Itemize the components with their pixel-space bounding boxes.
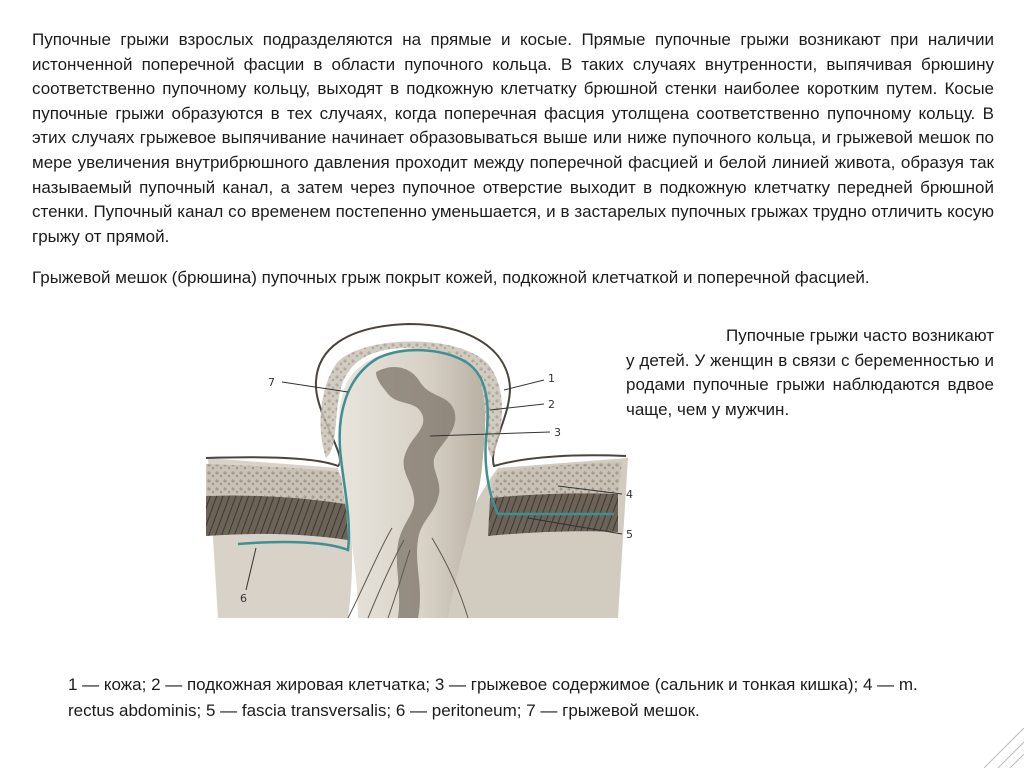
figure-caption: 1 — кожа; 2 — подкожная жировая клетчатка; 3 — грыжевое содержимое (сальник и тонкая кишка); 4 — m. rectus abdominis; 5 — fascia transversalis; 6 — peritoneum; 7 — грыжевой мешок.	[68, 675, 918, 720]
figure-label-5: 5	[626, 528, 633, 541]
figure-label-6: 6	[240, 592, 247, 605]
figure-label-7: 7	[268, 376, 275, 389]
hernia-illustration	[198, 318, 638, 638]
paragraph-hernia-sac: Грыжевой мешок (брюшина) пупочных грыж покрыт кожей, подкожной клетчаткой и поперечной фасцией.	[32, 268, 870, 287]
corner-decoration	[964, 728, 1024, 768]
rectus-abdominis-left	[206, 495, 348, 540]
figure-label-1: 1	[548, 372, 555, 385]
paragraph-umbilical-hernia-types: Пупочные грыжи взрослых подразделяются на прямые и косые. Прямые пупочные грыжи возникают при наличии истонченной поперечной фасции в области пупочного кольца. В таких случаях внутренности, выпячивая брюшину соответственно пупочному кольцу, выходят в подкожную клетчатку брюшной стенки наиболее коротким путем. Косые пупочные грыжи образуются в тех случаях, когда поперечная фасция утолщена соответственно пупочному кольцу. В этих случаях грыжевое выпячивание начинает образовываться выше или ниже пупочного кольца, и грыжевой мешок по мере увеличения внутрибрюшного давления проходит между поперечной фасцией и белой линией живота, образуя так называемый пупочный канал, а затем через пупочное отверстие выходит в подкожную клетчатку передней брюшной стенки. Пупочный канал со временем постепенно уменьшается, и в застарелых пупочных грыжах трудно отличить косую грыжу от прямой.	[32, 30, 994, 246]
figure-label-3: 3	[554, 426, 561, 439]
side-note-epidemiology: Пупочные грыжи часто возникают у детей. У женщин в связи с беременностью и родами пупочные грыжи наблюдаются вдвое чаще, чем у мужчин.	[626, 326, 994, 419]
figure-label-4: 4	[626, 488, 633, 501]
figure-label-2: 2	[548, 398, 555, 411]
hernia-cross-section-drawing	[198, 318, 638, 638]
